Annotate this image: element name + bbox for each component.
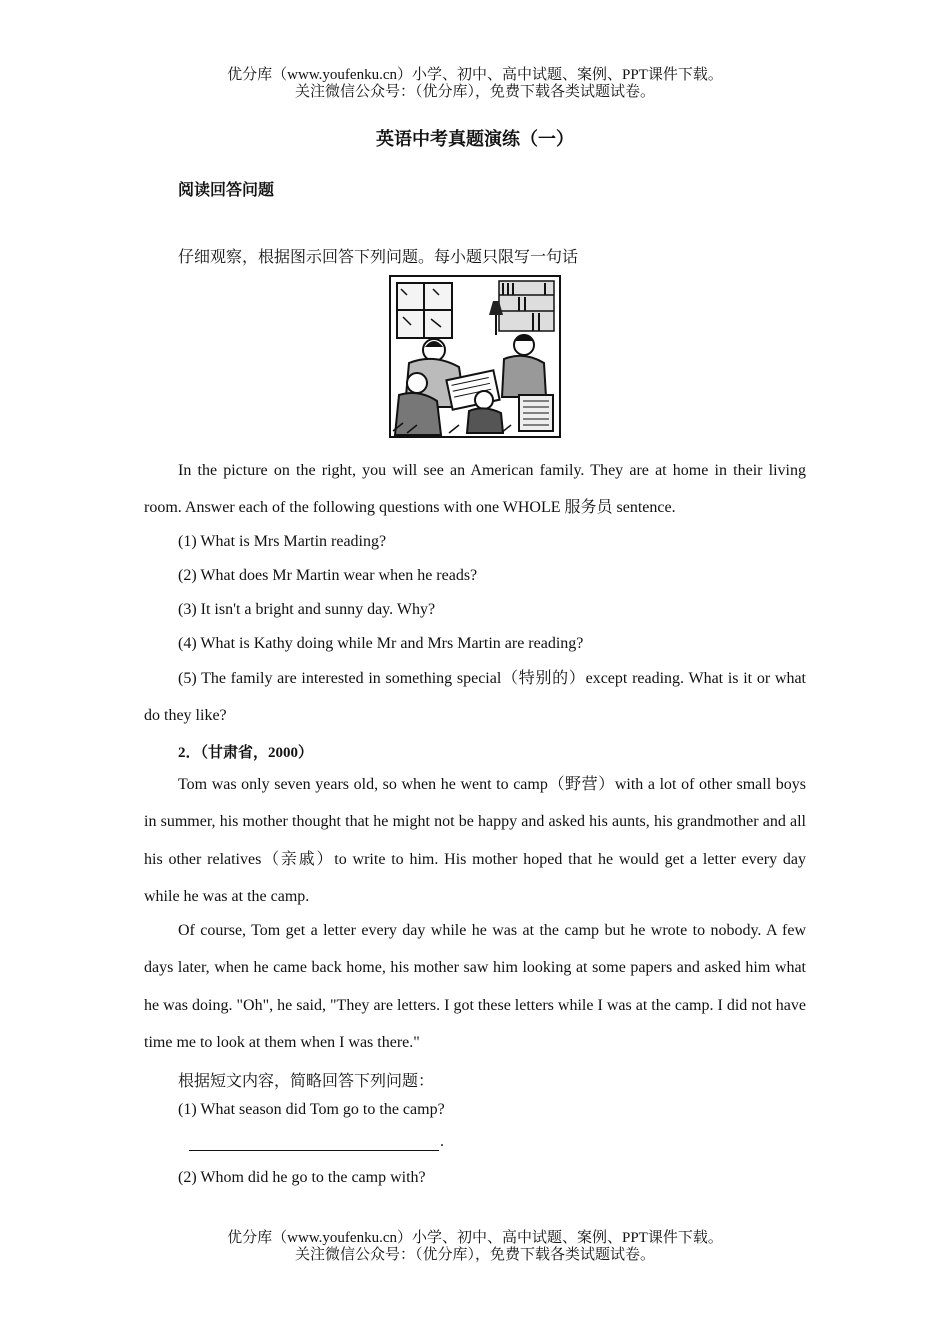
question-4: (4) What is Kathy doing while Mr and Mrs Martin are reading? <box>178 635 584 652</box>
answer-blank-line <box>189 1133 439 1151</box>
passage-paragraph-2-text: Of course, Tom get a letter every day while he was at the camp but he wrote to nobody. A few days later, when he came back home, his mother saw him looking at some papers and asked him what he was doing. "Oh", he said, "They are letters. I got these letters while I was at the camp. I did not have time me to look at them when I was there." <box>144 922 806 1051</box>
page-footer <box>0 1230 950 1264</box>
passage-paragraph-1 <box>144 766 806 915</box>
family-living-room-illustration <box>389 275 561 438</box>
page-header <box>0 67 950 101</box>
picture-intro-paragraph <box>144 452 806 527</box>
question-3: (3) It isn't a bright and sunny day. Why? <box>178 601 436 618</box>
page-title: 英语中考真题演练（一） <box>376 129 574 149</box>
answer-blank-period: . <box>440 1133 444 1150</box>
passage-paragraph-2 <box>144 912 806 1061</box>
picture-instruction: 仔细观察，根据图示回答下列问题。每小题只限写一句话 <box>178 249 579 266</box>
footer-line-1: 优分库（www.youfenku.cn）小学、初中、高中试题、案例、PPT课件下载。 <box>227 1230 723 1246</box>
passage-question-1: (1) What season did Tom go to the camp? <box>178 1101 445 1118</box>
passage-questions-instruction: 根据短文内容，简略回答下列问题： <box>178 1073 435 1090</box>
passage-paragraph-1-text: Tom was only seven years old, so when he went to camp（野营）with a lot of other small boys in summer, his mother thought that he might not be happy and asked his aunts, his grandmother and all his other relatives（亲戚）to write to him. His mother hoped that he would get a letter every day while he was at the camp. <box>144 776 806 905</box>
question-1: (1) What is Mrs Martin reading? <box>178 533 387 550</box>
section-heading: 阅读回答问题 <box>178 182 275 199</box>
header-line-2: 关注微信公众号：（优分库），免费下载各类试题试卷。 <box>294 84 655 100</box>
passage-question-2: (2) Whom did he go to the camp with? <box>178 1169 426 1186</box>
footer-line-2: 关注微信公众号：（优分库），免费下载各类试题试卷。 <box>294 1247 655 1263</box>
header-line-1: 优分库（www.youfenku.cn）小学、初中、高中试题、案例、PPT课件下载。 <box>227 67 723 83</box>
part-2-heading: 2．（甘肃省，2000） <box>178 745 314 761</box>
picture-intro-text: In the picture on the right, you will see an American family. They are at home in their living room. Answer each of the following questions with one WHOLE 服务员 sentence. <box>144 462 806 517</box>
question-2: (2) What does Mr Martin wear when he reads? <box>178 567 478 584</box>
question-5: (5) The family are interested in something special（特别的）except reading. What is it or what do they like? <box>144 670 806 725</box>
question-5-paragraph <box>144 660 806 735</box>
